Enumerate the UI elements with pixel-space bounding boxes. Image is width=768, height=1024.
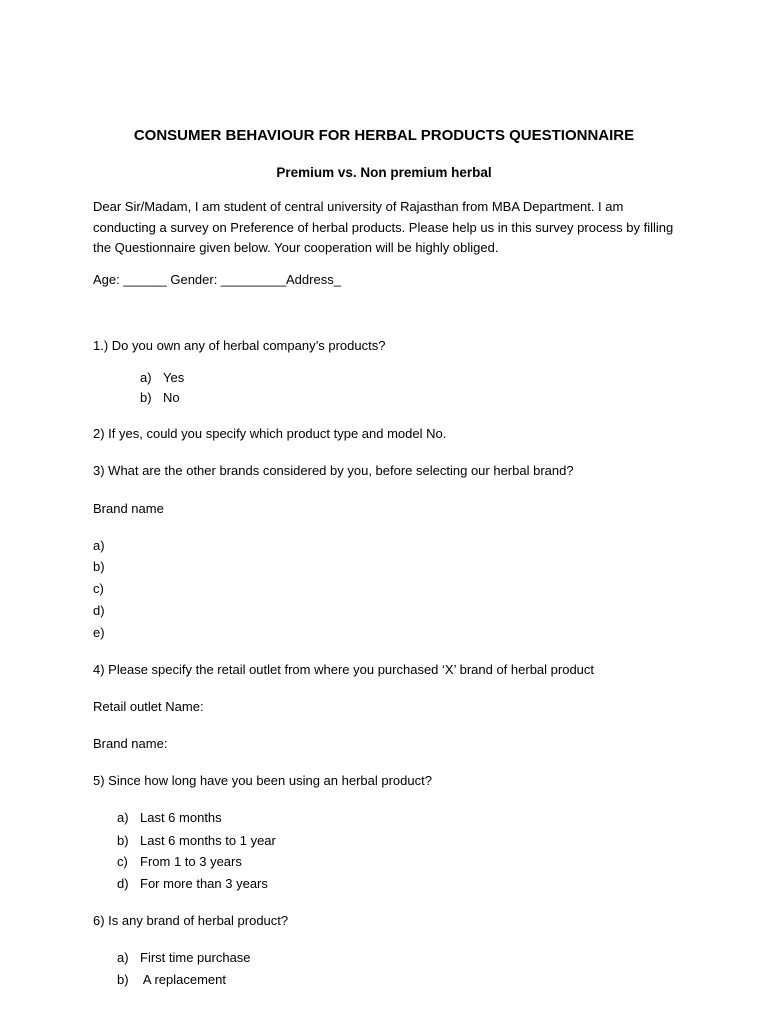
brand-blank-e: e) <box>93 625 105 640</box>
q6-option-text: First time purchase <box>140 950 251 965</box>
personal-fields-line: Age: ______ Gender: _________Address_ <box>93 272 341 287</box>
q5-option-text: For more than 3 years <box>140 876 268 891</box>
q5-option-text: Last 6 months <box>140 810 222 825</box>
question-6: 6) Is any brand of herbal product? <box>93 913 289 928</box>
brand-name-label-2: Brand name: <box>93 736 168 751</box>
q1-option-label: a) <box>140 370 152 385</box>
q6-option-text: A replacement <box>140 972 226 987</box>
brand-name-label: Brand name <box>93 501 164 516</box>
brand-blank-b: b) <box>93 559 105 574</box>
q5-option-label: b) <box>117 833 129 848</box>
intro-line: conducting a survey on Preference of herbal products. Please help us in this survey process by filling <box>93 219 674 235</box>
question-1: 1.) Do you own any of herbal company’s products? <box>93 338 386 353</box>
intro-line: Dear Sir/Madam, I am student of central university of Rajasthan from MBA Department. I am <box>93 199 624 214</box>
document-subtitle: Premium vs. Non premium herbal <box>276 165 492 180</box>
question-5: 5) Since how long have you been using an herbal product? <box>93 773 432 788</box>
question-3: 3) What are the other brands considered by you, before selecting our herbal brand? <box>93 463 574 478</box>
brand-blank-d: d) <box>93 603 105 618</box>
q5-option-label: d) <box>117 876 129 891</box>
q1-option-text: No <box>163 390 180 405</box>
q5-option-text: Last 6 months to 1 year <box>140 833 276 848</box>
retail-outlet-label: Retail outlet Name: <box>93 699 204 714</box>
intro-line: the Questionnaire given below. Your cooperation will be highly obliged. <box>93 240 499 255</box>
document-title: CONSUMER BEHAVIOUR FOR HERBAL PRODUCTS QUESTIONNAIRE <box>133 127 635 144</box>
brand-blank-a: a) <box>93 538 105 553</box>
q5-option-label: c) <box>117 854 128 869</box>
q1-option-label: b) <box>140 390 152 405</box>
question-4: 4) Please specify the retail outlet from where you purchased ‘X’ brand of herbal product <box>93 662 595 677</box>
question-2: 2) If yes, could you specify which product type and model No. <box>93 426 447 441</box>
q1-option-text: Yes <box>163 370 185 385</box>
intro-paragraph <box>93 197 693 259</box>
q6-option-label: b) <box>117 972 129 987</box>
q6-option-label: a) <box>117 950 129 965</box>
q5-option-text: From 1 to 3 years <box>140 854 242 869</box>
q5-option-label: a) <box>117 810 129 825</box>
brand-blank-c: c) <box>93 581 104 596</box>
